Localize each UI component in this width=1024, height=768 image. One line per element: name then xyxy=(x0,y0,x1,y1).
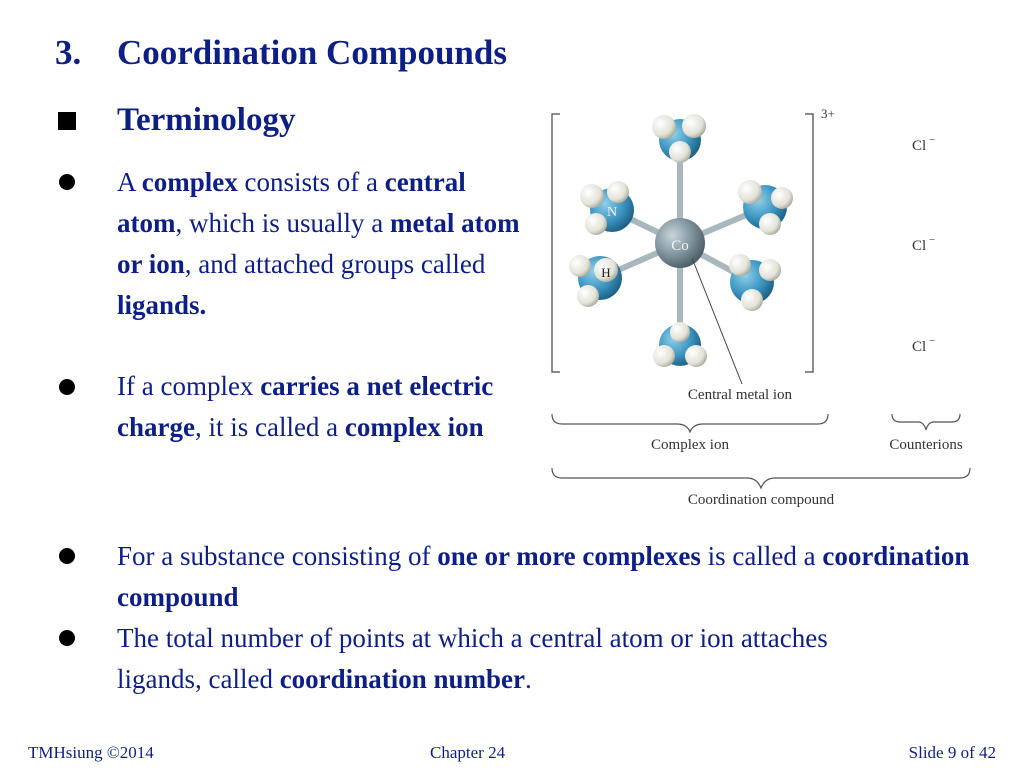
footer-slide-number: Slide 9 of 42 xyxy=(908,743,996,762)
ammonia-ligand xyxy=(652,114,706,163)
bold-term: metal atom or ion xyxy=(117,208,520,279)
footer-author: TMHsiung ©2014 xyxy=(28,743,154,762)
bold-term: ligands. xyxy=(117,290,207,320)
cobalt-label: Co xyxy=(671,238,689,254)
footer-chapter: Chapter 24 xyxy=(430,743,506,762)
coordination-compound-figure xyxy=(540,100,980,515)
complex-ion-model xyxy=(540,100,980,515)
svg-text:Cl: Cl xyxy=(912,138,927,154)
text-run: , which is usually a xyxy=(175,208,390,238)
ammonia-ligand xyxy=(569,255,622,307)
complex-ion-label: Complex ion xyxy=(651,437,729,453)
right-bracket xyxy=(805,114,813,372)
bullet-paragraph xyxy=(117,366,507,448)
bold-term: complex ion xyxy=(344,412,484,442)
central-metal-ion-label: Central metal ion xyxy=(687,387,793,403)
counterion xyxy=(912,335,935,355)
bullet-paragraph xyxy=(117,618,917,700)
bullet-dot-icon xyxy=(59,630,75,646)
text-run: , and attached groups called xyxy=(184,249,486,279)
coordination-compound-label: Coordination compound xyxy=(687,492,835,508)
bold-term: coordination number xyxy=(279,664,525,694)
complex-ion-brace xyxy=(552,414,828,432)
subheading: Terminology xyxy=(117,102,296,138)
charge-label: 3+ xyxy=(821,106,835,121)
counterion xyxy=(912,134,935,154)
bullet-paragraph xyxy=(117,536,997,618)
square-bullet-icon xyxy=(58,112,76,130)
ammonia-ligand xyxy=(729,254,781,311)
bullet-dot-icon xyxy=(59,174,75,190)
text-run: . xyxy=(524,664,532,694)
left-bracket xyxy=(552,114,560,372)
counterions-brace xyxy=(892,414,960,430)
bold-term: one or more complexes xyxy=(437,541,701,571)
svg-text:Cl: Cl xyxy=(912,339,927,355)
title-text: Coordination Compounds xyxy=(117,33,507,72)
svg-text:−: − xyxy=(929,335,936,347)
ammonia-ligand xyxy=(653,322,707,367)
text-run: A xyxy=(117,167,142,197)
text-run: is called a xyxy=(700,541,823,571)
bullet-paragraph xyxy=(117,162,527,326)
ammonia-ligand xyxy=(738,180,793,235)
bullet-dot-icon xyxy=(59,379,75,395)
bullet-dot-icon xyxy=(59,548,75,564)
text-run: The total number of points at which a central atom or ion attaches ligands, called xyxy=(117,623,828,694)
nitrogen-label: N xyxy=(606,205,618,220)
svg-text:−: − xyxy=(929,134,936,146)
coordination-compound-brace xyxy=(552,468,970,488)
slide-title xyxy=(55,33,507,73)
svg-text:Cl: Cl xyxy=(912,238,927,254)
counterions-label: Counterions xyxy=(889,437,963,453)
text-run: If a complex xyxy=(117,371,261,401)
hydrogen-label: H xyxy=(601,265,611,280)
bold-term: carries a net electric charge xyxy=(117,371,494,442)
svg-text:−: − xyxy=(929,234,936,246)
title-number: 3. xyxy=(55,33,82,72)
text-run: For a substance consisting of xyxy=(117,541,438,571)
bold-term: complex xyxy=(141,167,238,197)
bold-term: coordination compound xyxy=(117,541,970,612)
text-run: consists of a xyxy=(237,167,385,197)
text-run: , it is called a xyxy=(194,412,345,442)
bold-term: central atom xyxy=(117,167,466,238)
counterion xyxy=(912,234,935,254)
